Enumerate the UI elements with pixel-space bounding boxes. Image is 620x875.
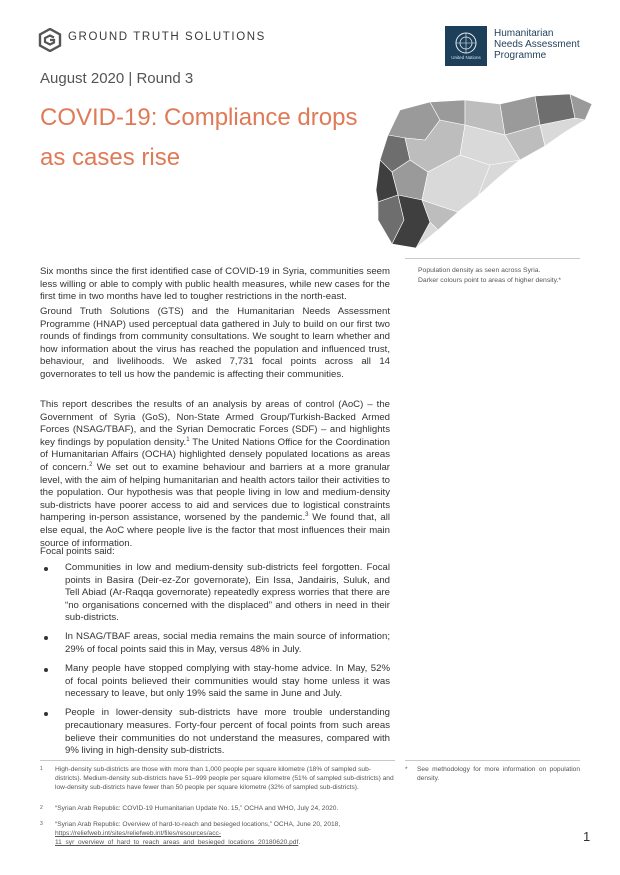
methods-paragraph: Ground Truth Solutions (GTS) and the Humanitarian Needs Assessment Programme (HNAP) used perceptual data gathered in July to build on our first two rounds of findings from community consultations. We sought to learn whether and how information about the virus has reached the population and influenced trust, behaviour, and livelihoods. We asked 7,731 focal points across all 14 governorates to tell us how the pandemic is affecting their communities. — [40, 306, 390, 380]
bullet-icon — [44, 636, 48, 640]
footnote-ref-3: 3 — [305, 512, 309, 519]
side-footnote-divider — [405, 760, 580, 761]
report-scope-text-d: We found that, all else equal, the AoC where people live is the factor that most influences their main source of information. — [40, 512, 390, 549]
footnote-1 — [40, 765, 395, 792]
partner-line-1: Humanitarian — [494, 28, 554, 39]
map-caption — [418, 266, 588, 286]
footnote-divider — [40, 760, 395, 761]
report-scope-paragraph — [40, 399, 390, 550]
finding-text: Many people have stopped complying with stay-home advice. In May, 52% of focal points believed their communities would stay home unless it was necessary to leave, but only 19% said the same in June and July. — [65, 663, 390, 700]
focal-points-intro: Focal points said: — [40, 546, 115, 557]
report-scope-text-a: This report describes the results of an analysis by areas of control (AoC) – the Government of Syria (GoS), Non-State Armed Group/Turkish-Backed Armed Forces (NSAG/TBAF), and the Syrian Democratic Forces (SDF) – and highlights key findings by population density. — [40, 399, 390, 448]
list-item — [40, 562, 390, 625]
footnote-text — [40, 820, 395, 847]
page-title-line-2: as cases rise — [40, 144, 181, 171]
finding-text: Communities in low and medium-density sub-districts feel forgotten. Focal points in Basira (Deir-ez-Zor governorate), Ein Issa, Jandairis, Suluk, and Tell Abiad (Ar-Raqqa governorate) repeatedly express worries that there are “no organisations concerned with the displaced” and others in need in their sub-districts. — [65, 562, 390, 624]
report-scope-text-c: We set out to examine behaviour and barriers at a more granular level, with the aim of helping humanitarian and health actors tailor their activities to the population. Our hypothesis was that people living in low and medium-density sub-districts have poorer access to aid and services due to logistical constraints hampering in-person assistance, worsened by the pandemic. — [40, 461, 390, 524]
footnote-ref-1: 1 — [186, 436, 190, 443]
map-caption-line-2: Darker colours point to areas of higher density.* — [418, 277, 562, 284]
footnote-text: “Syrian Arab Republic: COVID-19 Humanitarian Update No. 15,” OCHA and WHO, July 24, 2020. — [55, 805, 339, 812]
list-item — [40, 663, 390, 701]
footnote-number: 3 — [40, 821, 43, 827]
side-divider — [405, 258, 580, 259]
finding-text: In NSAG/TBAF areas, social media remains the main source of information; 29% of focal points said this in May, versus 48% in July. — [65, 631, 390, 656]
un-emblem-icon — [445, 26, 487, 66]
un-label: United Nations — [451, 55, 481, 60]
key-findings-list — [40, 562, 390, 764]
org-name: GROUND TRUTH SOLUTIONS — [68, 31, 266, 43]
footnote-text: See methodology for more information on population density. — [417, 766, 580, 782]
partner-name — [494, 28, 580, 61]
methodology-footnote — [405, 765, 580, 783]
footnote-2 — [40, 804, 395, 813]
footnote-3 — [40, 820, 395, 847]
bullet-icon — [44, 712, 48, 716]
ground-truth-solutions-logo-icon — [38, 28, 62, 52]
list-item — [40, 707, 390, 757]
map-caption-line-1: Population density as seen across Syria. — [418, 267, 541, 274]
footnote-star: * — [405, 766, 408, 773]
footnote-ref-2: 2 — [89, 461, 93, 468]
report-scope-text-b: The United Nations Office for the Coordination of Humanitarian Affairs (OCHA) highlighted densely populated locations as areas of concern. — [40, 436, 391, 473]
partner-line-3: Programme — [494, 50, 547, 61]
footnote-text-b: . — [298, 839, 301, 846]
bullet-icon — [44, 567, 48, 571]
footnote-text-a: “Syrian Arab Republic: Overview of hard-to-reach and besieged locations,” OCHA, June 20, 2018, — [55, 821, 341, 828]
footnote-link[interactable]: https://reliefweb.int/sites/reliefweb.int/files/resources/acc-11_syr_overview_of_hard_to_reach_areas_and_besieged_locations_20180620.pdf — [55, 830, 299, 846]
finding-text: People in lower-density sub-districts have more trouble understanding precautionary measures. Forty-four percent of focal points from such areas believe their communities do not understand the measures, compared with 9% living in high-density sub-districts. — [65, 707, 390, 757]
list-item — [40, 631, 390, 656]
bullet-icon — [44, 668, 48, 672]
syria-population-density-map-icon — [370, 80, 600, 260]
footnote-text: High-density sub-districts are those with more than 1,000 people per square kilometre (18% of sampled sub-districts). Medium-density sub-districts have 51–999 people per square kilometre (51% of sampled sub-districts) and low-density sub-districts have fewer than 50 people per square kilometre (32% of sampled sub-districts). — [55, 766, 394, 791]
intro-paragraph: Six months since the first identified case of COVID-19 in Syria, communities seem less willing or able to comply with public health measures, while new cases for the first time in two months have led to tougher restrictions in the north-east. — [40, 266, 390, 303]
partner-line-2: Needs Assessment — [494, 39, 580, 50]
footnote-number: 1 — [40, 766, 43, 772]
page-number: 1 — [583, 829, 591, 844]
page-title-line-1: COVID-19: Compliance drops — [40, 104, 358, 131]
footnote-number: 2 — [40, 805, 43, 811]
date-round: August 2020 | Round 3 — [40, 70, 194, 87]
